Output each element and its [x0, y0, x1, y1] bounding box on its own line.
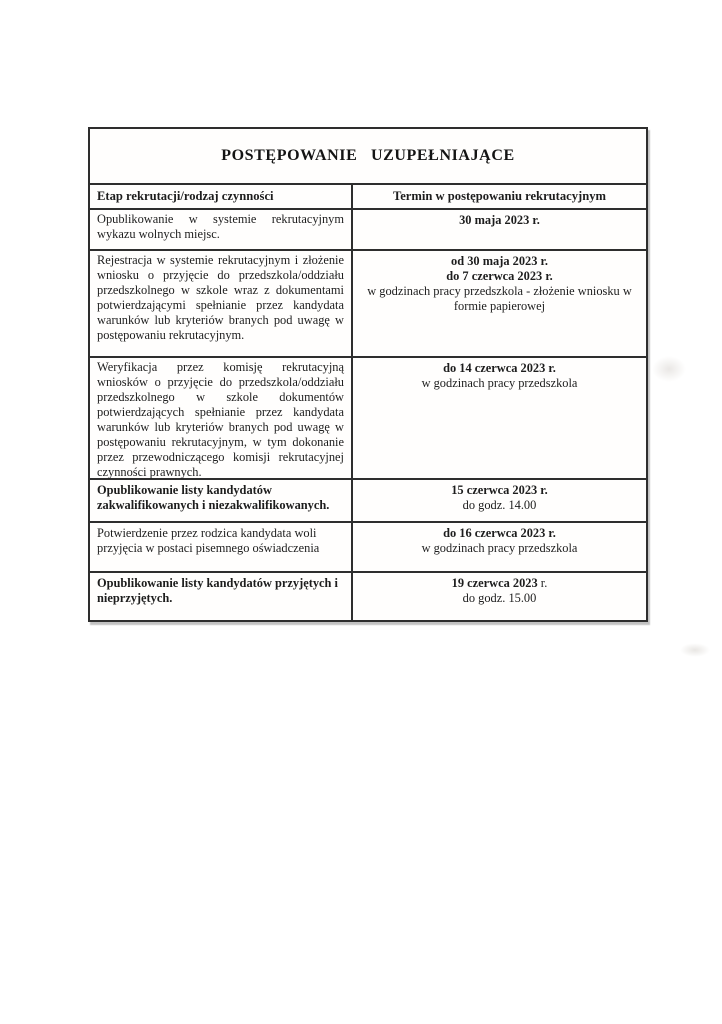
termin-line: 19 czerwca 2023 r.: [451, 576, 548, 590]
etap-cell: Rejestracja w systemie rekrutacyjnym i złożenie wniosku o przyjęcie do przedszkola/oddziału przedszkolnego w szkole wraz z dokumentami potwierdzającymi spełnianie przez kandydata warunków lub kryteriów branych pod uwagę w postępowaniu rekrutacyjnym.: [90, 251, 353, 356]
etap-cell: Opublikowanie w systemie rekrutacyjnym wykazu wolnych miejsc.: [90, 210, 353, 249]
termin-cell: [353, 210, 646, 249]
termin-line: do godz. 14.00: [462, 498, 537, 512]
table-row: [90, 210, 646, 251]
table-title: POSTĘPOWANIE UZUPEŁNIAJĄCE: [221, 147, 515, 164]
table-header-row: [90, 185, 646, 210]
column-header-termin: Termin w postępowaniu rekrutacyjnym: [392, 189, 607, 203]
termin-line: w godzinach pracy przedszkola - złożenie wniosku w formie papierowej: [367, 284, 632, 313]
table-row: [90, 480, 646, 523]
etap-cell: Opublikowanie listy kandydatów zakwalifikowanych i niezakwalifikowanych.: [90, 480, 353, 521]
termin-line: 30 maja 2023 r.: [459, 213, 540, 227]
termin-line: 15 czerwca 2023 r.: [451, 483, 548, 497]
table-row: [90, 251, 646, 358]
termin-cell: [353, 358, 646, 478]
etap-cell: Weryfikacja przez komisję rekrutacyjną wniosków o przyjęcie do przedszkola/oddziału przedszkolnego w szkole dokumentów potwierdzających spełnianie przez kandydata warunków lub kryteriów branych pod uwagę w postępowaniu rekrutacyjnym, w tym dokonanie przez przewodniczącego komisji rekrutacyjnej czynności prawnych.: [90, 358, 353, 478]
termin-cell: [353, 480, 646, 521]
etap-cell: Opublikowanie listy kandydatów przyjętych i nieprzyjętych.: [90, 573, 353, 620]
termin-cell: [353, 251, 646, 356]
table-row: [90, 573, 646, 620]
etap-cell: Potwierdzenie przez rodzica kandydata woli przyjęcia w postaci pisemnego oświadczenia: [90, 523, 353, 571]
column-header-etap: Etap rekrutacji/rodzaj czynności: [90, 185, 353, 208]
termin-line: do godz. 15.00: [462, 591, 537, 605]
termin-line: od 30 maja 2023 r.: [451, 254, 548, 268]
recruitment-schedule-table: [88, 127, 648, 622]
table-row: [90, 523, 646, 573]
termin-line: do 16 czerwca 2023 r.: [443, 526, 556, 540]
termin-cell: [353, 523, 646, 571]
termin-line: do 14 czerwca 2023 r.: [443, 361, 556, 375]
table-row: [90, 358, 646, 480]
termin-cell: [353, 573, 646, 620]
termin-line: w godzinach pracy przedszkola: [421, 541, 578, 555]
scan-smudge: [652, 356, 686, 382]
termin-line: w godzinach pracy przedszkola: [421, 376, 578, 390]
table-title-row: [90, 129, 646, 185]
scan-smudge: [680, 643, 710, 657]
termin-line: do 7 czerwca 2023 r.: [446, 269, 553, 283]
